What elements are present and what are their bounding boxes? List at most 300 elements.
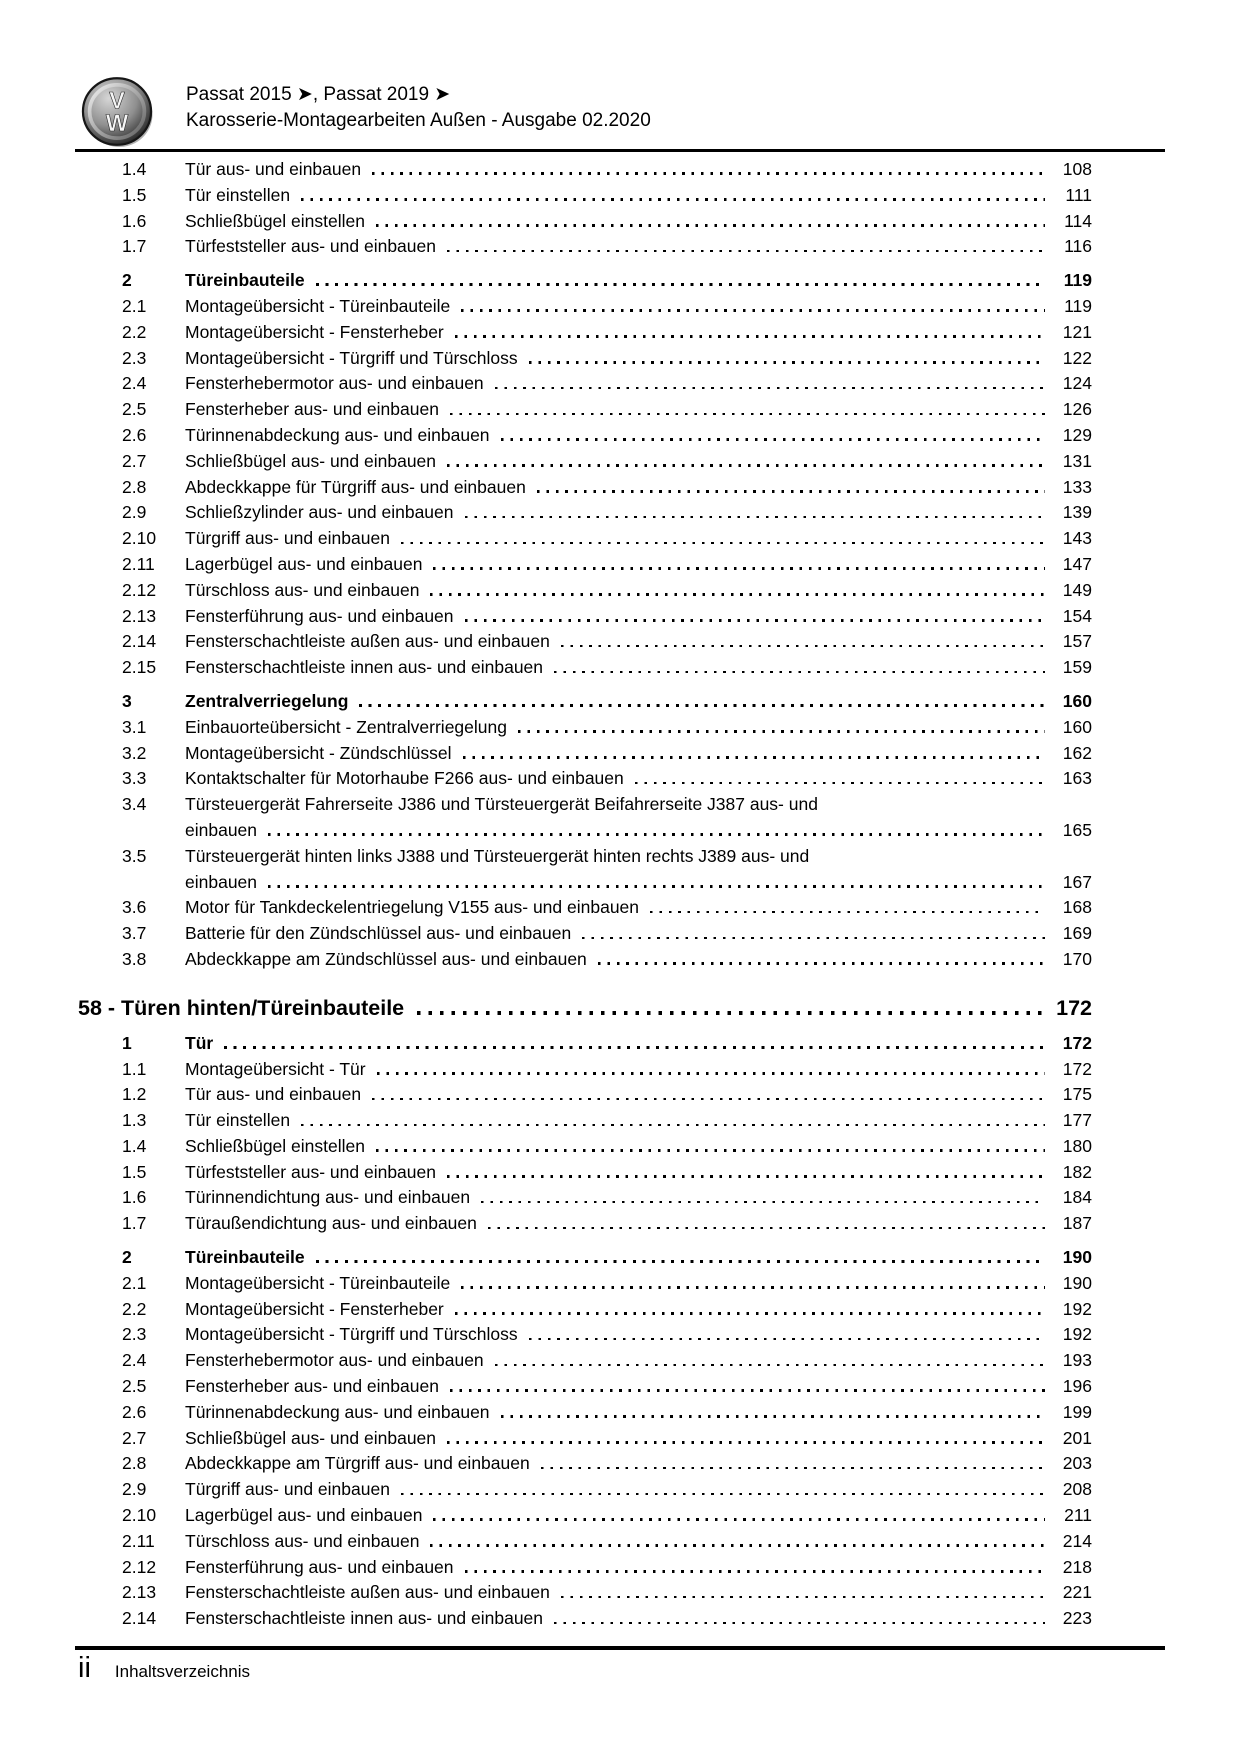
toc-entry-page: 203	[1062, 1453, 1092, 1474]
toc-entry-line	[185, 1606, 1092, 1632]
toc-entry-content	[185, 397, 1092, 423]
toc-entry-content	[185, 475, 1092, 501]
toc-entry-number: 3.4	[122, 794, 147, 815]
toc-entry-number: 3.8	[122, 948, 147, 969]
toc-item-row	[75, 423, 1165, 449]
toc-entry-content	[185, 578, 1092, 604]
toc-entry-title: Türeinbauteile	[185, 1247, 305, 1268]
toc-entry-page: 121	[1062, 321, 1092, 342]
toc-item-row	[75, 157, 1165, 183]
toc-entry-page: 122	[1062, 347, 1092, 368]
dotted-leader	[650, 911, 1045, 914]
toc-entry-content	[185, 1606, 1092, 1632]
toc-entry-content	[185, 234, 1092, 260]
toc-entry-page: 133	[1062, 476, 1092, 497]
toc-item-row	[75, 346, 1165, 372]
toc-entry-content	[185, 1503, 1092, 1529]
toc-entry-content	[185, 1529, 1092, 1555]
toc-entry-line	[185, 183, 1092, 209]
toc-entry-number: 1	[122, 1032, 132, 1053]
toc-entry-content	[185, 1271, 1092, 1297]
toc-item-row	[75, 1322, 1165, 1348]
toc-entry-content	[185, 449, 1092, 475]
toc-entry-page: 190	[1062, 1272, 1092, 1293]
dotted-leader	[501, 438, 1045, 441]
toc-entry-title: Tür einstellen	[185, 1110, 291, 1131]
toc-item-row	[75, 1297, 1165, 1323]
toc-entry-title: Abdeckkappe für Türgriff aus- und einbauen	[185, 476, 526, 497]
toc-entry-content	[185, 1348, 1092, 1374]
toc-entry-number: 2.5	[122, 1376, 147, 1397]
toc-entry-line	[185, 1348, 1092, 1374]
toc-entry-title: Lagerbügel aus- und einbauen	[185, 1505, 423, 1526]
toc-entry-line	[185, 1134, 1092, 1160]
toc-entry-line	[185, 346, 1092, 372]
toc-entry-page: 126	[1062, 399, 1092, 420]
toc-entry-line	[185, 526, 1092, 552]
toc-entry-line	[185, 1477, 1092, 1503]
toc-entry-title: Schließbügel aus- und einbauen	[185, 1427, 437, 1448]
toc-entry-content	[185, 629, 1092, 655]
toc-item-row	[75, 1374, 1165, 1400]
dotted-leader	[224, 1046, 1045, 1049]
toc-entry-line	[185, 844, 1092, 870]
toc-entry-page: 157	[1062, 631, 1092, 652]
dotted-leader	[529, 361, 1045, 364]
toc-entry-content	[185, 1400, 1092, 1426]
document-header	[186, 82, 651, 134]
dotted-leader	[461, 309, 1045, 312]
toc-entry-title: Schließbügel einstellen	[185, 1135, 365, 1156]
toc-item-row	[75, 1477, 1165, 1503]
toc-entry-title: Tür aus- und einbauen	[185, 159, 362, 179]
toc-item-row	[75, 792, 1165, 844]
dotted-leader	[518, 730, 1045, 733]
toc-item-row	[75, 1134, 1165, 1160]
dotted-leader	[447, 250, 1045, 253]
toc-entry-page: 165	[1062, 819, 1092, 840]
toc-entry-title: Fensterhebermotor aus- und einbauen	[185, 373, 484, 394]
toc-entry-line	[185, 895, 1092, 921]
toc-entry-page: 223	[1062, 1608, 1092, 1629]
dotted-leader	[455, 335, 1045, 338]
toc-item-row	[75, 1451, 1165, 1477]
toc-entry-title: Lagerbügel aus- und einbauen	[185, 553, 423, 574]
toc-entry-page: 193	[1062, 1350, 1092, 1371]
dotted-leader	[359, 704, 1045, 707]
toc-entry-number: 2.11	[122, 553, 155, 574]
toc-entry-page: 119	[1064, 295, 1092, 316]
toc-entry-page: 201	[1062, 1427, 1092, 1448]
toc-entry-number: 2.7	[122, 1427, 147, 1448]
toc-entry-content	[185, 1031, 1092, 1057]
toc-entry-content	[185, 1057, 1092, 1083]
toc-entry-number: 2.3	[122, 347, 147, 368]
dotted-leader	[450, 1389, 1045, 1392]
toc-entry-page: 180	[1062, 1135, 1092, 1156]
toc-entry-line	[185, 655, 1092, 681]
toc-entry-page: 190	[1062, 1247, 1092, 1268]
toc-entry-content	[185, 1082, 1092, 1108]
dotted-leader	[465, 516, 1046, 519]
toc-entry-number: 2.9	[122, 502, 147, 523]
toc-entry-number: 1.6	[122, 1187, 147, 1208]
toc-entry-page: 131	[1062, 450, 1092, 471]
toc-entry-content	[78, 993, 1092, 1023]
toc-item-row	[75, 655, 1165, 681]
toc-entry-content	[185, 526, 1092, 552]
header-title-line: Karosserie-Montagearbeiten Außen - Ausgabe 02.2020	[186, 110, 651, 131]
toc-entry-line	[185, 1160, 1092, 1186]
dotted-leader	[447, 1441, 1045, 1444]
toc-entry-line	[185, 475, 1092, 501]
toc-entry-line	[185, 1211, 1092, 1237]
toc-entry-number: 3.2	[122, 742, 147, 763]
toc-section-row	[75, 1031, 1165, 1057]
toc-entry-content	[185, 1580, 1092, 1606]
dotted-leader	[376, 224, 1045, 227]
document-footer	[78, 1652, 250, 1685]
toc-entry-title: Schließbügel aus- und einbauen	[185, 450, 437, 471]
toc-entry-content	[185, 604, 1092, 630]
toc-item-row	[75, 1108, 1165, 1134]
toc-entry-title: Türgriff aus- und einbauen	[185, 528, 390, 549]
toc-entry-content	[185, 1451, 1092, 1477]
toc-entry-line	[185, 1374, 1092, 1400]
dotted-leader	[316, 283, 1045, 286]
toc-entry-title: Fensterheber aus- und einbauen	[185, 1376, 439, 1397]
footer-page-number: ii	[78, 1652, 91, 1684]
toc-entry-number: 1.3	[122, 1110, 147, 1131]
toc-entry-content	[185, 183, 1092, 209]
toc-entry-line	[185, 294, 1092, 320]
dotted-leader	[561, 645, 1045, 648]
toc-entry-number: 2.6	[122, 424, 147, 445]
toc-entry-title: Montageübersicht - Türgriff und Türschloss	[185, 1324, 518, 1345]
toc-entry-title: Türinnendichtung aus- und einbauen	[185, 1187, 471, 1208]
toc-item-row	[75, 578, 1165, 604]
toc-entry-content	[185, 320, 1092, 346]
toc-entry-line	[185, 209, 1092, 235]
toc-entry-title: Montageübersicht - Türeinbauteile	[185, 295, 451, 316]
toc-entry-line	[185, 500, 1092, 526]
toc-item-row	[75, 604, 1165, 630]
toc-entry-page: 124	[1062, 373, 1092, 394]
toc-entry-number: 2.13	[122, 605, 157, 626]
toc-chapter-row	[75, 993, 1165, 1023]
toc-entry-number: 3.1	[122, 716, 147, 737]
header-rule	[75, 149, 1165, 152]
dotted-leader	[455, 1312, 1045, 1315]
dotted-leader	[488, 1227, 1045, 1230]
toc-entry-content	[185, 346, 1092, 372]
toc-section-row	[75, 268, 1165, 294]
dotted-leader	[541, 1467, 1045, 1470]
toc-entry-number: 1.4	[122, 159, 147, 179]
toc-entry-content	[185, 1297, 1092, 1323]
header-model-line: Passat 2015 ➤, Passat 2019 ➤	[186, 84, 451, 105]
toc-entry-title: Zentralverriegelung	[185, 690, 349, 711]
toc-entry-content	[185, 844, 1092, 896]
toc-rows	[75, 157, 1165, 1632]
toc-entry-page: 169	[1062, 923, 1092, 944]
dotted-leader	[372, 1098, 1045, 1101]
toc-entry-page: 196	[1062, 1376, 1092, 1397]
toc-entry-title: Montageübersicht - Tür	[185, 1058, 366, 1079]
toc-entry-page: 159	[1062, 657, 1092, 678]
toc-entry-title: Montageübersicht - Fensterheber	[185, 1298, 444, 1319]
toc-entry-page: 187	[1062, 1213, 1092, 1234]
toc-entry-content	[185, 921, 1092, 947]
toc-entry-line	[185, 157, 1092, 183]
toc-item-row	[75, 449, 1165, 475]
dotted-leader	[561, 1596, 1045, 1599]
toc-entry-page: 172	[1062, 1058, 1092, 1079]
dotted-leader	[554, 671, 1045, 674]
toc-entry-content	[185, 655, 1092, 681]
toc-entry-line	[185, 689, 1092, 715]
dotted-leader	[372, 172, 1045, 175]
toc-entry-line	[185, 741, 1092, 767]
toc-entry-page: 116	[1064, 236, 1092, 257]
toc-item-row	[75, 552, 1165, 578]
dotted-leader	[401, 1493, 1045, 1496]
dotted-leader	[401, 542, 1045, 545]
toc-entry-title: Türsteuergerät Fahrerseite J386 und Türsteuergerät Beifahrerseite J387 aus- und	[185, 794, 818, 815]
vw-logo-icon	[76, 76, 158, 150]
toc-entry-page: 168	[1062, 897, 1092, 918]
toc-entry-content	[185, 157, 1092, 183]
toc-item-row	[75, 1426, 1165, 1452]
toc-entry-number: 1.7	[122, 236, 147, 257]
toc-item-row	[75, 234, 1165, 260]
dotted-leader	[430, 1544, 1045, 1547]
toc-entry-title: Türeinbauteile	[185, 270, 305, 291]
toc-entry-content	[185, 1160, 1092, 1186]
toc-entry-page: 211	[1064, 1505, 1092, 1526]
toc-entry-content	[185, 1108, 1092, 1134]
toc-entry-title: Fensterheber aus- und einbauen	[185, 399, 439, 420]
toc-entry-page: 114	[1064, 210, 1092, 231]
toc-entry-number: 2.8	[122, 476, 147, 497]
dotted-leader	[301, 198, 1045, 201]
toc-entry-content	[185, 500, 1092, 526]
toc-item-row	[75, 475, 1165, 501]
toc-item-row	[75, 1348, 1165, 1374]
toc-entry-number: 2.9	[122, 1479, 147, 1500]
toc-entry-title-continued: einbauen	[185, 819, 258, 840]
footer-rule	[75, 1646, 1165, 1650]
toc-entry-line	[185, 1271, 1092, 1297]
toc-entry-number: 3.3	[122, 768, 147, 789]
toc-item-row	[75, 1160, 1165, 1186]
toc-entry-number: 2.10	[122, 528, 157, 549]
toc-item-row	[75, 629, 1165, 655]
toc-entry-title: Montageübersicht - Zündschlüssel	[185, 742, 452, 763]
toc-entry-number: 3.6	[122, 897, 147, 918]
toc-entry-page: 162	[1062, 742, 1092, 763]
toc-entry-title: Tür aus- und einbauen	[185, 1084, 362, 1105]
toc-entry-content	[185, 895, 1092, 921]
dotted-leader	[554, 1622, 1045, 1625]
dotted-leader	[465, 619, 1045, 622]
toc-entry-title: Fensterschachtleiste außen aus- und einbauen	[185, 1582, 550, 1603]
toc-entry-content	[185, 1185, 1092, 1211]
toc-entry-line	[185, 371, 1092, 397]
toc-entry-number: 3.5	[122, 845, 147, 866]
toc-entry-content	[185, 1477, 1092, 1503]
toc-entry-line	[185, 449, 1092, 475]
toc-entry-title: Abdeckkappe am Türgriff aus- und einbauen	[185, 1453, 530, 1474]
toc-entry-content	[185, 1245, 1092, 1271]
toc-item-row	[75, 294, 1165, 320]
toc-entry-title: Montageübersicht - Türgriff und Türschloss	[185, 347, 518, 368]
toc-entry-page: 160	[1062, 690, 1092, 711]
toc-item-row	[75, 947, 1165, 973]
toc-entry-title: Fensterschachtleiste außen aus- und einbauen	[185, 631, 550, 652]
toc-entry-line	[185, 1400, 1092, 1426]
toc-item-row	[75, 1529, 1165, 1555]
toc-entry-content	[185, 1555, 1092, 1581]
dotted-leader	[447, 464, 1045, 467]
toc-entry-content	[185, 1211, 1092, 1237]
dotted-leader	[463, 756, 1045, 759]
toc-entry-title: Türinnenabdeckung aus- und einbauen	[185, 424, 490, 445]
toc-entry-content	[185, 766, 1092, 792]
toc-entry-line	[185, 397, 1092, 423]
toc-entry-page: 172	[1056, 995, 1092, 1020]
toc-entry-content	[185, 1134, 1092, 1160]
toc-item-row	[75, 1185, 1165, 1211]
toc-entry-line	[185, 604, 1092, 630]
toc-item-row	[75, 1057, 1165, 1083]
toc-entry-page: 218	[1062, 1556, 1092, 1577]
toc-entry-line	[185, 870, 1092, 896]
dotted-leader	[481, 1201, 1045, 1204]
dotted-leader	[430, 593, 1045, 596]
toc-entry-page: 175	[1062, 1084, 1092, 1105]
toc-item-row	[75, 1211, 1165, 1237]
dotted-leader	[537, 490, 1045, 493]
toc-item-row	[75, 500, 1165, 526]
toc-entry-line	[185, 629, 1092, 655]
toc-entry-line	[185, 578, 1092, 604]
dotted-leader	[301, 1124, 1045, 1127]
toc-entry-title: Türschloss aus- und einbauen	[185, 579, 420, 600]
toc-entry-number: 2.15	[122, 657, 157, 678]
toc-entry-line	[185, 1503, 1092, 1529]
toc-entry-page: 170	[1062, 948, 1092, 969]
toc-entry-title: Türgriff aus- und einbauen	[185, 1479, 390, 1500]
dotted-leader	[465, 1570, 1045, 1573]
toc-entry-number: 3	[122, 690, 132, 711]
toc-entry-line	[185, 1057, 1092, 1083]
toc-entry-title: Schließzylinder aus- und einbauen	[185, 502, 454, 523]
toc-entry-line	[185, 1580, 1092, 1606]
toc-entry-page: 129	[1062, 424, 1092, 445]
dotted-leader	[598, 962, 1045, 965]
toc-entry-line	[185, 234, 1092, 260]
toc-entry-page: 182	[1062, 1161, 1092, 1182]
toc-entry-page: 119	[1063, 270, 1092, 291]
toc-entry-title: Türinnenabdeckung aus- und einbauen	[185, 1401, 490, 1422]
toc-entry-page: 177	[1062, 1110, 1092, 1131]
toc-item-row	[75, 921, 1165, 947]
toc-entry-title-continued: einbauen	[185, 871, 258, 892]
toc-entry-content	[185, 1374, 1092, 1400]
toc-entry-line	[185, 552, 1092, 578]
dotted-leader	[450, 413, 1045, 416]
toc-entry-title: Türaußendichtung aus- und einbauen	[185, 1213, 477, 1234]
toc-entry-content	[185, 371, 1092, 397]
toc-entry-title: Montageübersicht - Türeinbauteile	[185, 1272, 451, 1293]
toc-entry-page: 111	[1065, 184, 1092, 205]
toc-item-row	[75, 371, 1165, 397]
dotted-leader	[461, 1286, 1045, 1289]
toc-item-row	[75, 526, 1165, 552]
toc-item-row	[75, 1400, 1165, 1426]
toc-entry-content	[185, 209, 1092, 235]
toc-entry-content	[185, 423, 1092, 449]
toc-entry-title: Einbauorteübersicht - Zentralverriegelung	[185, 716, 507, 737]
toc-entry-number: 1.4	[122, 1135, 147, 1156]
toc-entry-number: 2.12	[122, 579, 157, 600]
toc-entry-number: 1.6	[122, 210, 147, 231]
toc-entry-title: 58 - Türen hinten/Türeinbauteile	[78, 995, 405, 1020]
toc-item-row	[75, 715, 1165, 741]
dotted-leader	[377, 1072, 1045, 1075]
dotted-leader	[529, 1338, 1045, 1341]
toc-entry-line	[185, 1297, 1092, 1323]
toc-entry-title: Tür einstellen	[185, 184, 291, 205]
toc-entry-title: Türsteuergerät hinten links J388 und Türsteuergerät hinten rechts J389 aus- und	[185, 845, 810, 866]
toc-item-row	[75, 1606, 1165, 1632]
toc-entry-content	[185, 689, 1092, 715]
toc-entry-line	[185, 423, 1092, 449]
toc-entry-number: 2.6	[122, 1401, 147, 1422]
toc-entry-content	[185, 741, 1092, 767]
dotted-leader	[582, 937, 1045, 940]
toc-entry-line	[185, 320, 1092, 346]
toc-item-row	[75, 766, 1165, 792]
toc-entry-line	[185, 1031, 1092, 1057]
toc-entry-title: Fensterführung aus- und einbauen	[185, 605, 454, 626]
toc-entry-page: 192	[1062, 1324, 1092, 1345]
toc-entry-number: 1.1	[122, 1058, 147, 1079]
toc-entry-page: 143	[1062, 528, 1092, 549]
toc-entry-number: 2.3	[122, 1324, 147, 1345]
toc-entry-title: Motor für Tankdeckelentriegelung V155 aus- und einbauen	[185, 897, 640, 918]
toc-entry-content	[185, 792, 1092, 844]
toc-entry-title: Fensterhebermotor aus- und einbauen	[185, 1350, 484, 1371]
toc-entry-number: 2.11	[122, 1530, 155, 1551]
toc-entry-title: Fensterführung aus- und einbauen	[185, 1556, 454, 1577]
toc-entry-content	[185, 715, 1092, 741]
toc-entry-number: 3.7	[122, 923, 147, 944]
toc-entry-number: 2.4	[122, 373, 147, 394]
toc-entry-title: Türfeststeller aus- und einbauen	[185, 236, 436, 257]
toc-entry-number: 2.14	[122, 631, 157, 652]
toc-entry-line	[185, 818, 1092, 844]
toc-entry-number: 2.13	[122, 1582, 157, 1603]
toc-entry-line	[185, 1245, 1092, 1271]
footer-label: Inhaltsverzeichnis	[114, 1662, 251, 1681]
toc-entry-number: 2.2	[122, 1298, 147, 1319]
toc-section-row	[75, 1245, 1165, 1271]
toc-entry-line	[185, 766, 1092, 792]
toc-entry-page: 192	[1062, 1298, 1092, 1319]
toc-entry-number: 2.1	[122, 295, 147, 316]
